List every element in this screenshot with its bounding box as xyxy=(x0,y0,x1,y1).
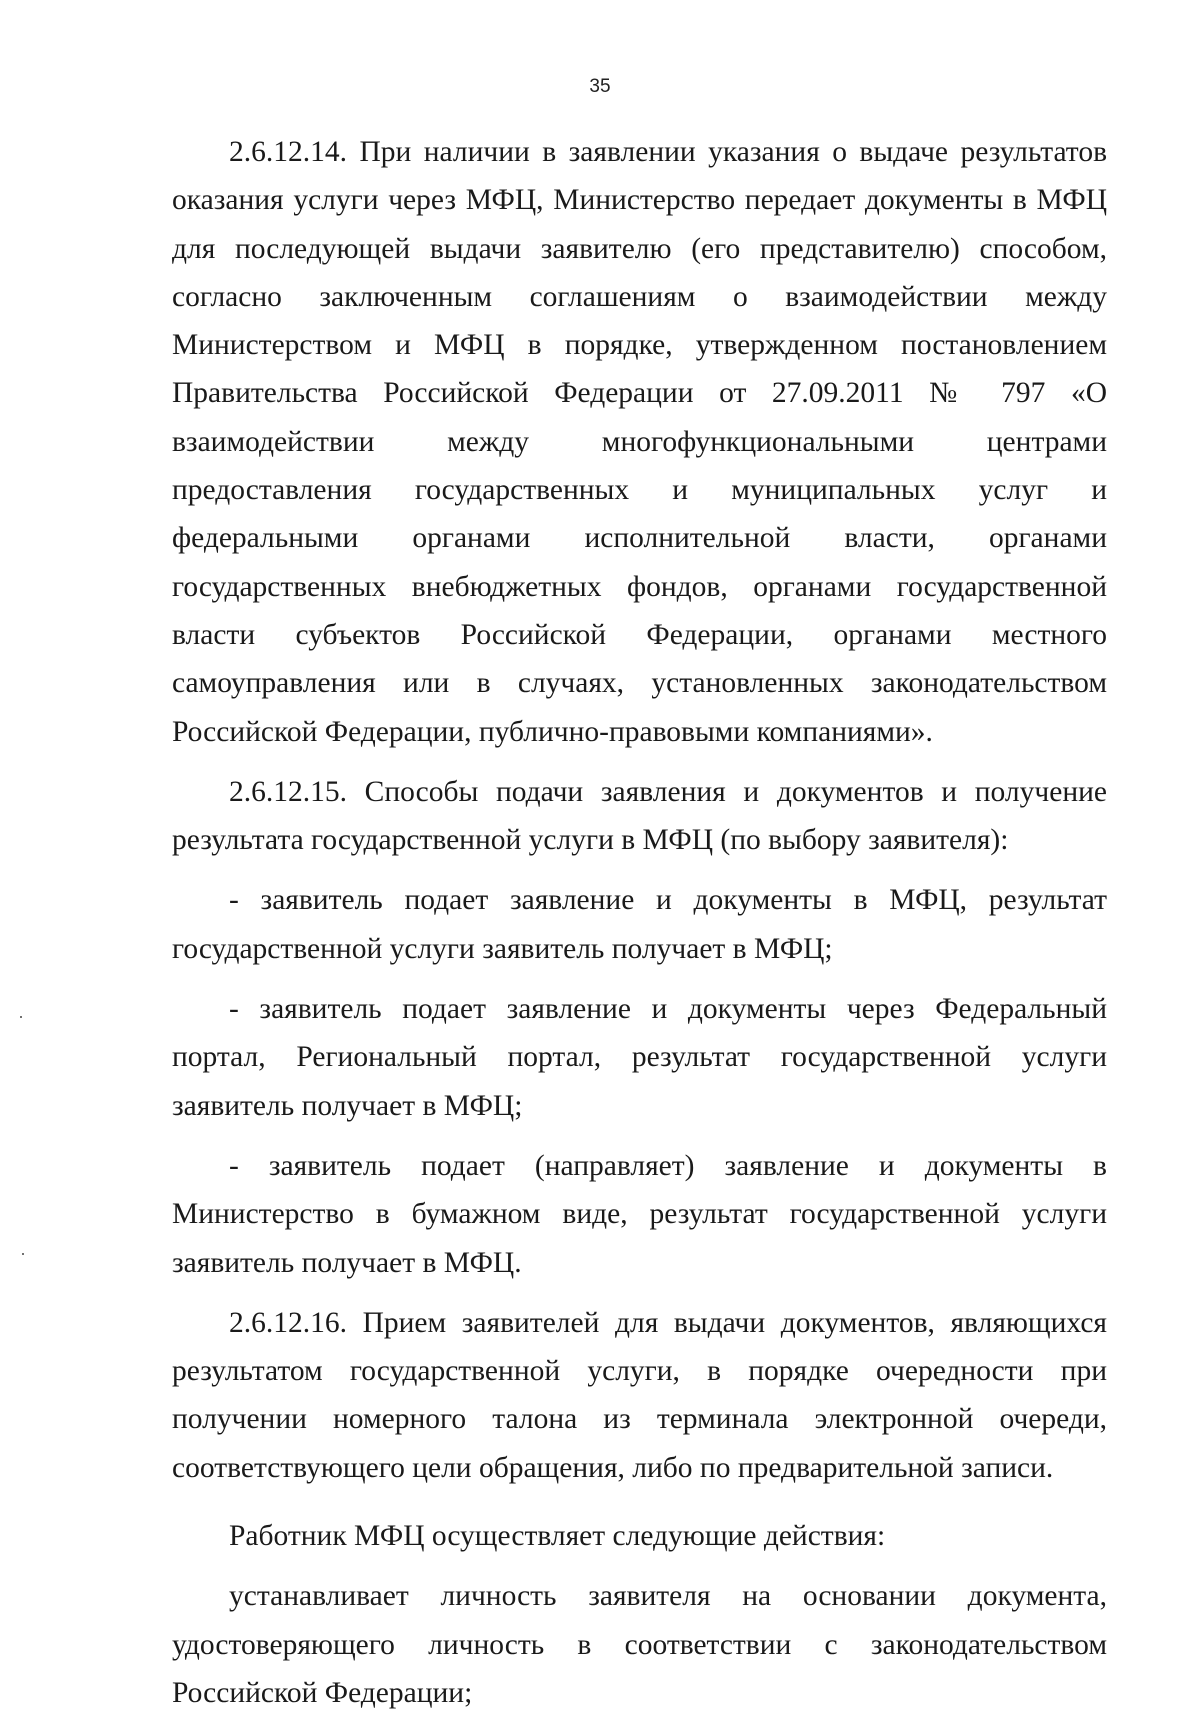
scan-artifact-mark xyxy=(22,1253,24,1255)
paragraph-2-6-12-16: 2.6.12.16. Прием заявителей для выдачи документов, являющихся результатом государственной услуги, в порядке очередности при получении номерного талона из терминала электронной очереди, соответствующего цели обращения, либо по предварительной записи. xyxy=(172,1306,1107,1484)
paragraph-identity-check: устанавливает личность заявителя на основании документа, удостоверяющего личность в соответствии с законодательством Российской Федерации; xyxy=(172,1580,1107,1709)
page-number: 35 xyxy=(589,76,611,97)
paragraph-mfc-worker-actions: Работник МФЦ осуществляет следующие действия: xyxy=(229,1520,886,1553)
scan-artifact-mark xyxy=(20,1016,22,1018)
paragraph-2-6-12-15: 2.6.12.15. Способы подачи заявления и документов и получение результата государственной услуги в МФЦ (по выбору заявителя): xyxy=(172,775,1107,857)
paragraph-2-6-12-14: 2.6.12.14. При наличии в заявлении указания о выдаче результатов оказания услуги через МФЦ, Министерство передает документы в МФЦ для последующей выдачи заявителю (его представителю) способом, согласно заключенным соглашениям о взаимодействии между Министерством и МФЦ в порядке, утвержденном постановлением Правительства Российской Федерации от 27.09.2011 № 797 «О взаимодействии между многофункциональными центрами предоставления государственных и муниципальных услуг и федеральными органами исполнительной власти, органами государственных внебюджетных фондов, органами государственной власти субъектов Российской Федерации, органами местного самоуправления или в случаях, установленных законодательством Российской Федерации, публично-правовыми компаниями». xyxy=(172,136,1107,748)
list-item-mfc-submission: - заявитель подает заявление и документы в МФЦ, результат государственной услуги заявитель получает в МФЦ; xyxy=(172,884,1107,965)
body-text xyxy=(172,128,1107,1717)
list-item-paper-submission: - заявитель подает (направляет) заявление и документы в Министерство в бумажном виде, результат государственной услуги заявитель получает в МФЦ. xyxy=(172,1149,1107,1279)
list-item-portal-submission: - заявитель подает заявление и документы через Федеральный портал, Региональный портал, результат государственной услуги заявитель получает в МФЦ; xyxy=(172,993,1107,1122)
